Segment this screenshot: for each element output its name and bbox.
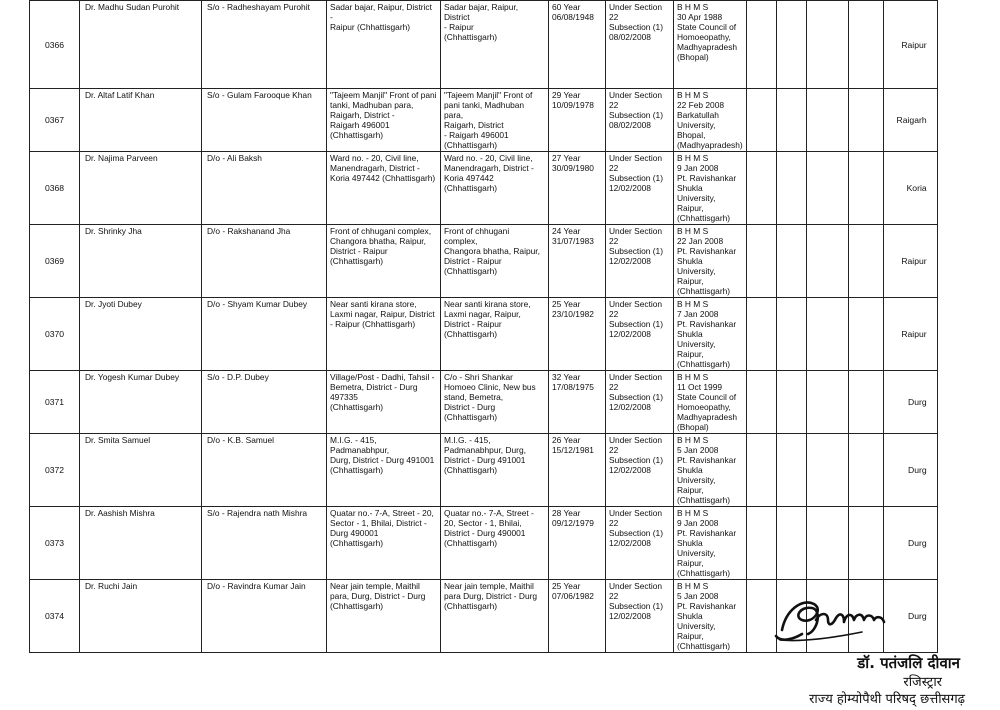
relation: D/o - Shyam Kumar Dubey bbox=[202, 298, 327, 371]
age-dob: 25 Year 23/10/1982 bbox=[549, 298, 606, 371]
qualification: B H M S 5 Jan 2008 Pt. Ravishankar Shukla University, Raipur, (Chhattisgarh) bbox=[674, 580, 747, 653]
empty-cell bbox=[806, 1, 848, 89]
relation: D/o - Rakshanand Jha bbox=[202, 225, 327, 298]
doctor-name: Dr. Najima Parveen bbox=[80, 152, 202, 225]
registrar-title: रजिस्ट्रार bbox=[903, 675, 942, 690]
serial-number: 0369 bbox=[30, 225, 80, 298]
empty-cell bbox=[746, 371, 776, 434]
empty-cell bbox=[806, 89, 848, 152]
empty-cell bbox=[776, 1, 806, 89]
doctor-name: Dr. Altaf Latif Khan bbox=[80, 89, 202, 152]
empty-cell bbox=[806, 507, 848, 580]
registration-section: Under Section 22 Subsection (1) 12/02/2008 bbox=[606, 225, 674, 298]
age-dob: 32 Year 17/08/1975 bbox=[549, 371, 606, 434]
correspondence-address: Quatar no.- 7-A, Street - 20, Sector - 1, Bhilai, District - Durg 490001 (Chhattisgarh) bbox=[441, 507, 549, 580]
empty-cell bbox=[746, 1, 776, 89]
doctor-name: Dr. Smita Samuel bbox=[80, 434, 202, 507]
qualification: B H M S 30 Apr 1988 State Council of Homoeopathy, Madhyapradesh (Bhopal) bbox=[674, 1, 747, 89]
correspondence-address: Front of chhugani complex, Changora bhatha, Raipur, District - Raipur (Chhattisgarh) bbox=[441, 225, 549, 298]
serial-number: 0366 bbox=[30, 1, 80, 89]
correspondence-address: Near jain temple, Maithil para Durg, District - Durg (Chhattisgarh) bbox=[441, 580, 549, 653]
empty-cell bbox=[746, 298, 776, 371]
registration-section: Under Section 22 Subsection (1) 12/02/2008 bbox=[606, 507, 674, 580]
empty-cell bbox=[776, 434, 806, 507]
registrar-signature-block bbox=[720, 590, 980, 705]
district: Raipur bbox=[883, 1, 937, 89]
correspondence-address: Sadar bajar, Raipur, District - Raipur (Chhattisgarh) bbox=[441, 1, 549, 89]
empty-cell bbox=[848, 371, 883, 434]
qualification: B H M S 9 Jan 2008 Pt. Ravishankar Shukla University, Raipur, (Chhattisgarh) bbox=[674, 507, 747, 580]
permanent-address: Front of chhugani complex, Changora bhatha, Raipur, District - Raipur (Chhattisgarh) bbox=[327, 225, 441, 298]
relation: S/o - Radheshayam Purohit bbox=[202, 1, 327, 89]
correspondence-address: C/o - Shri Shankar Homoeo Clinic, New bus stand, Bemetra, District - Durg (Chhattisgarh) bbox=[441, 371, 549, 434]
doctor-name: Dr. Yogesh Kumar Dubey bbox=[80, 371, 202, 434]
empty-cell bbox=[776, 298, 806, 371]
correspondence-address: Near santi kirana store, Laxmi nagar, Raipur, District - Raipur (Chhattisgarh) bbox=[441, 298, 549, 371]
permanent-address: Ward no. - 20, Civil line, Manendragarh, District - Koria 497442 (Chhattisgarh) bbox=[327, 152, 441, 225]
council-name: राज्य होम्योपैथी परिषद् छत्तीसगढ़ bbox=[809, 692, 965, 707]
district: Raipur bbox=[883, 225, 937, 298]
correspondence-address: Ward no. - 20, Civil line, Manendragarh, District - Koria 497442 (Chhattisgarh) bbox=[441, 152, 549, 225]
district: Durg bbox=[883, 371, 937, 434]
empty-cell bbox=[776, 507, 806, 580]
registration-section: Under Section 22 Subsection (1) 12/02/2008 bbox=[606, 434, 674, 507]
empty-cell bbox=[848, 507, 883, 580]
relation: S/o - Gulam Farooque Khan bbox=[202, 89, 327, 152]
age-dob: 27 Year 30/09/1980 bbox=[549, 152, 606, 225]
table-row bbox=[30, 89, 938, 152]
registration-section: Under Section 22 Subsection (1) 12/02/2008 bbox=[606, 371, 674, 434]
empty-cell bbox=[776, 89, 806, 152]
age-dob: 26 Year 15/12/1981 bbox=[549, 434, 606, 507]
qualification: B H M S 22 Feb 2008 Barkatullah University, Bhopal, (Madhyapradesh) bbox=[674, 89, 747, 152]
qualification: B H M S 7 Jan 2008 Pt. Ravishankar Shukla University, Raipur, (Chhattisgarh) bbox=[674, 298, 747, 371]
empty-cell bbox=[848, 1, 883, 89]
table-row bbox=[30, 434, 938, 507]
permanent-address: "Tajeem Manjil" Front of pani tanki, Madhuban para, Raigarh, District - Raigarh 496001 (Chhattisgarh) bbox=[327, 89, 441, 152]
empty-cell bbox=[776, 371, 806, 434]
correspondence-address: M.I.G. - 415, Padmanabhpur, Durg, District - Durg 491001 (Chhattisgarh) bbox=[441, 434, 549, 507]
serial-number: 0373 bbox=[30, 507, 80, 580]
registration-section: Under Section 22 Subsection (1) 08/02/2008 bbox=[606, 1, 674, 89]
empty-cell bbox=[848, 89, 883, 152]
age-dob: 25 Year 07/06/1982 bbox=[549, 580, 606, 653]
doctor-name: Dr. Ruchi Jain bbox=[80, 580, 202, 653]
table-row bbox=[30, 225, 938, 298]
empty-cell bbox=[806, 371, 848, 434]
district: Durg bbox=[883, 434, 937, 507]
doctor-name: Dr. Madhu Sudan Purohit bbox=[80, 1, 202, 89]
permanent-address: Sadar bajar, Raipur, District - Raipur (Chhattisgarh) bbox=[327, 1, 441, 89]
registrar-name: डॉ. पतंजलि दीवान bbox=[857, 654, 960, 672]
qualification: B H M S 22 Jan 2008 Pt. Ravishankar Shukla University, Raipur, (Chhattisgarh) bbox=[674, 225, 747, 298]
permanent-address: Near santi kirana store, Laxmi nagar, Raipur, District - Raipur (Chhattisgarh) bbox=[327, 298, 441, 371]
permanent-address: M.I.G. - 415, Padmanabhpur, Durg, District - Durg 491001 (Chhattisgarh) bbox=[327, 434, 441, 507]
empty-cell bbox=[848, 298, 883, 371]
relation: S/o - Rajendra nath Mishra bbox=[202, 507, 327, 580]
relation: D/o - Ravindra Kumar Jain bbox=[202, 580, 327, 653]
qualification: B H M S 11 Oct 1999 State Council of Homoeopathy, Madhyapradesh (Bhopal) bbox=[674, 371, 747, 434]
district: Raipur bbox=[883, 298, 937, 371]
qualification: B H M S 5 Jan 2008 Pt. Ravishankar Shukla University, Raipur, (Chhattisgarh) bbox=[674, 434, 747, 507]
empty-cell bbox=[746, 152, 776, 225]
empty-cell bbox=[746, 434, 776, 507]
age-dob: 29 Year 10/09/1978 bbox=[549, 89, 606, 152]
serial-number: 0372 bbox=[30, 434, 80, 507]
table-row bbox=[30, 371, 938, 434]
doctor-name: Dr. Jyoti Dubey bbox=[80, 298, 202, 371]
table-row bbox=[30, 152, 938, 225]
age-dob: 28 Year 09/12/1979 bbox=[549, 507, 606, 580]
permanent-address: Quatar no.- 7-A, Street - 20, Sector - 1, Bhilai, District - Durg 490001 (Chhattisgarh) bbox=[327, 507, 441, 580]
district: Koria bbox=[883, 152, 937, 225]
empty-cell bbox=[746, 507, 776, 580]
table-row bbox=[30, 298, 938, 371]
district: Durg bbox=[883, 580, 937, 653]
empty-cell bbox=[848, 152, 883, 225]
permanent-address: Near jain temple, Maithil para, Durg, District - Durg (Chhattisgarh) bbox=[327, 580, 441, 653]
permanent-address: Village/Post - Dadhi, Tahsil - Bemetra, District - Durg 497335 (Chhattisgarh) bbox=[327, 371, 441, 434]
empty-cell bbox=[848, 225, 883, 298]
qualification: B H M S 9 Jan 2008 Pt. Ravishankar Shukla University, Raipur, (Chhattisgarh) bbox=[674, 152, 747, 225]
serial-number: 0371 bbox=[30, 371, 80, 434]
empty-cell bbox=[746, 225, 776, 298]
serial-number: 0370 bbox=[30, 298, 80, 371]
empty-cell bbox=[776, 225, 806, 298]
empty-cell bbox=[848, 434, 883, 507]
serial-number: 0368 bbox=[30, 152, 80, 225]
correspondence-address: "Tajeem Manjil" Front of pani tanki, Madhuban para, Raigarh, District - Raigarh 496001 (Chhattisgarh) bbox=[441, 89, 549, 152]
registration-section: Under Section 22 Subsection (1) 12/02/2008 bbox=[606, 580, 674, 653]
relation: S/o - D.P. Dubey bbox=[202, 371, 327, 434]
empty-cell bbox=[776, 152, 806, 225]
registration-section: Under Section 22 Subsection (1) 08/02/2008 bbox=[606, 89, 674, 152]
age-dob: 60 Year 06/08/1948 bbox=[549, 1, 606, 89]
age-dob: 24 Year 31/07/1983 bbox=[549, 225, 606, 298]
relation: D/o - K.B. Samuel bbox=[202, 434, 327, 507]
doctor-name: Dr. Shrinky Jha bbox=[80, 225, 202, 298]
doctor-name: Dr. Aashish Mishra bbox=[80, 507, 202, 580]
serial-number: 0374 bbox=[30, 580, 80, 653]
relation: D/o - Ali Baksh bbox=[202, 152, 327, 225]
registration-section: Under Section 22 Subsection (1) 12/02/2008 bbox=[606, 152, 674, 225]
empty-cell bbox=[746, 89, 776, 152]
table-row bbox=[30, 1, 938, 89]
serial-number: 0367 bbox=[30, 89, 80, 152]
handwritten-signature bbox=[772, 590, 912, 650]
table-row bbox=[30, 507, 938, 580]
registration-table bbox=[29, 0, 938, 653]
empty-cell bbox=[806, 298, 848, 371]
district: Durg bbox=[883, 507, 937, 580]
empty-cell bbox=[806, 152, 848, 225]
empty-cell bbox=[806, 434, 848, 507]
empty-cell bbox=[806, 225, 848, 298]
district: Raigarh bbox=[883, 89, 937, 152]
registration-section: Under Section 22 Subsection (1) 12/02/2008 bbox=[606, 298, 674, 371]
